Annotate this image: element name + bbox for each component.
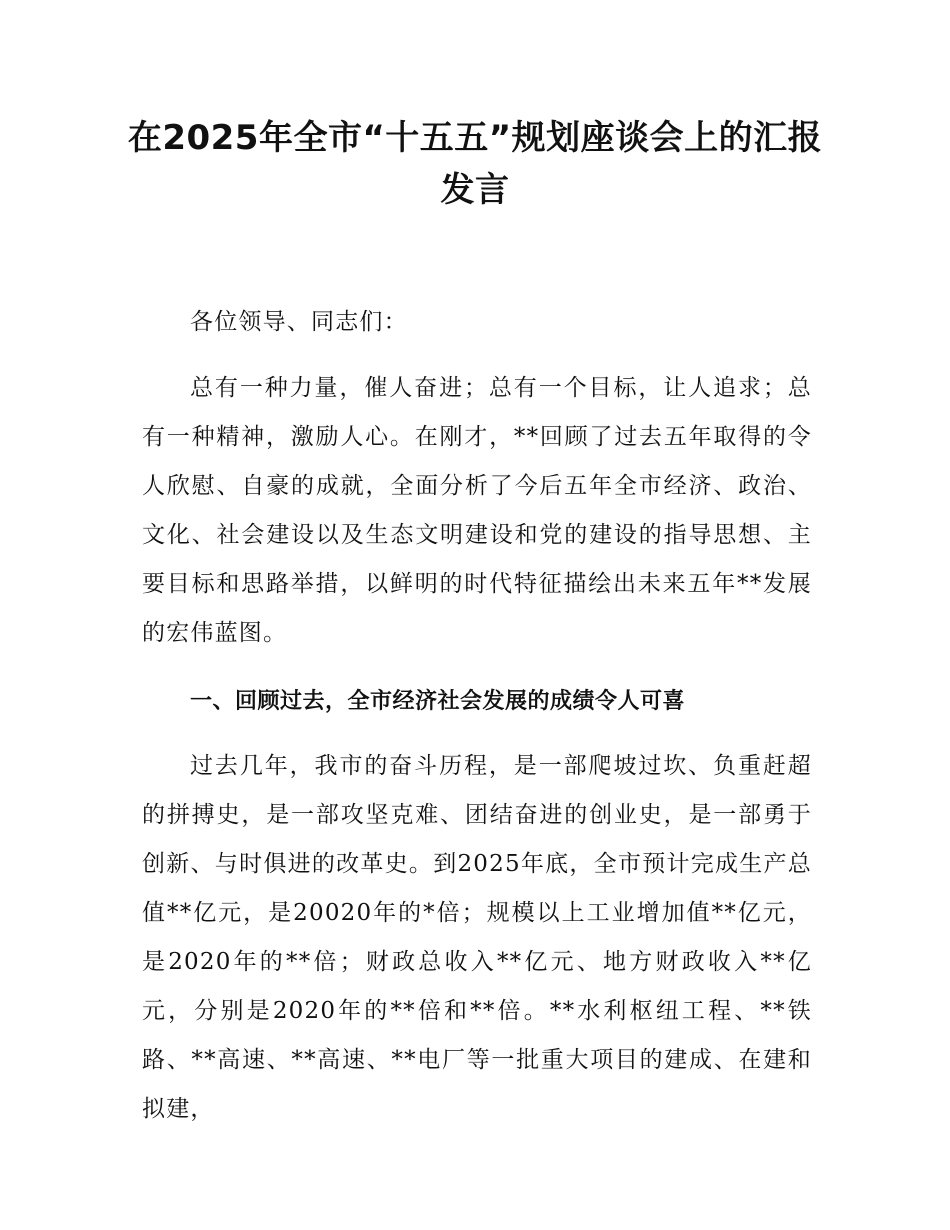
- paragraph-1: 总有一种力量，催人奋进；总有一个目标，让人追求；总有一种精神，激励人心。在刚才，**回顾了过去五年取得的令人欣慰、自豪的成就，全面分析了今后五年全市经济、政治、文化、社会建设以及生态文明建设和党的建设的指导思想、主要目标和思路举措，以鲜明的时代特征描绘出未来五年**发展的宏伟蓝图。: [142, 375, 812, 646]
- paragraph-2: 过去几年，我市的奋斗历程，是一部爬坡过坎、负重赶超的拼搏史，是一部攻坚克难、团结奋进的创业史，是一部勇于创新、与时俱进的改革史。到2025年底，全市预计完成生产总值**亿元，是20020年的*倍；规模以上工业增加值**亿元，是2020年的**倍；财政总收入**亿元、地方财政收入**亿元，分别是2020年的**倍和**倍。**水利枢纽工程、**铁路、**高速、**高速、**电厂等一批重大项目的建成、在建和拟建，: [142, 753, 812, 1122]
- salutation: 各位领导、同志们：: [190, 309, 408, 335]
- paragraph-block-1: [142, 364, 812, 658]
- salutation-block: [142, 298, 812, 347]
- section-heading-1: 一、回顾过去，全市经济社会发展的成绩令人可喜: [190, 689, 686, 714]
- paragraph-block-2: [142, 742, 812, 1134]
- document-title: 在2025年全市“十五五”规划座谈会上的汇报发言: [127, 118, 823, 210]
